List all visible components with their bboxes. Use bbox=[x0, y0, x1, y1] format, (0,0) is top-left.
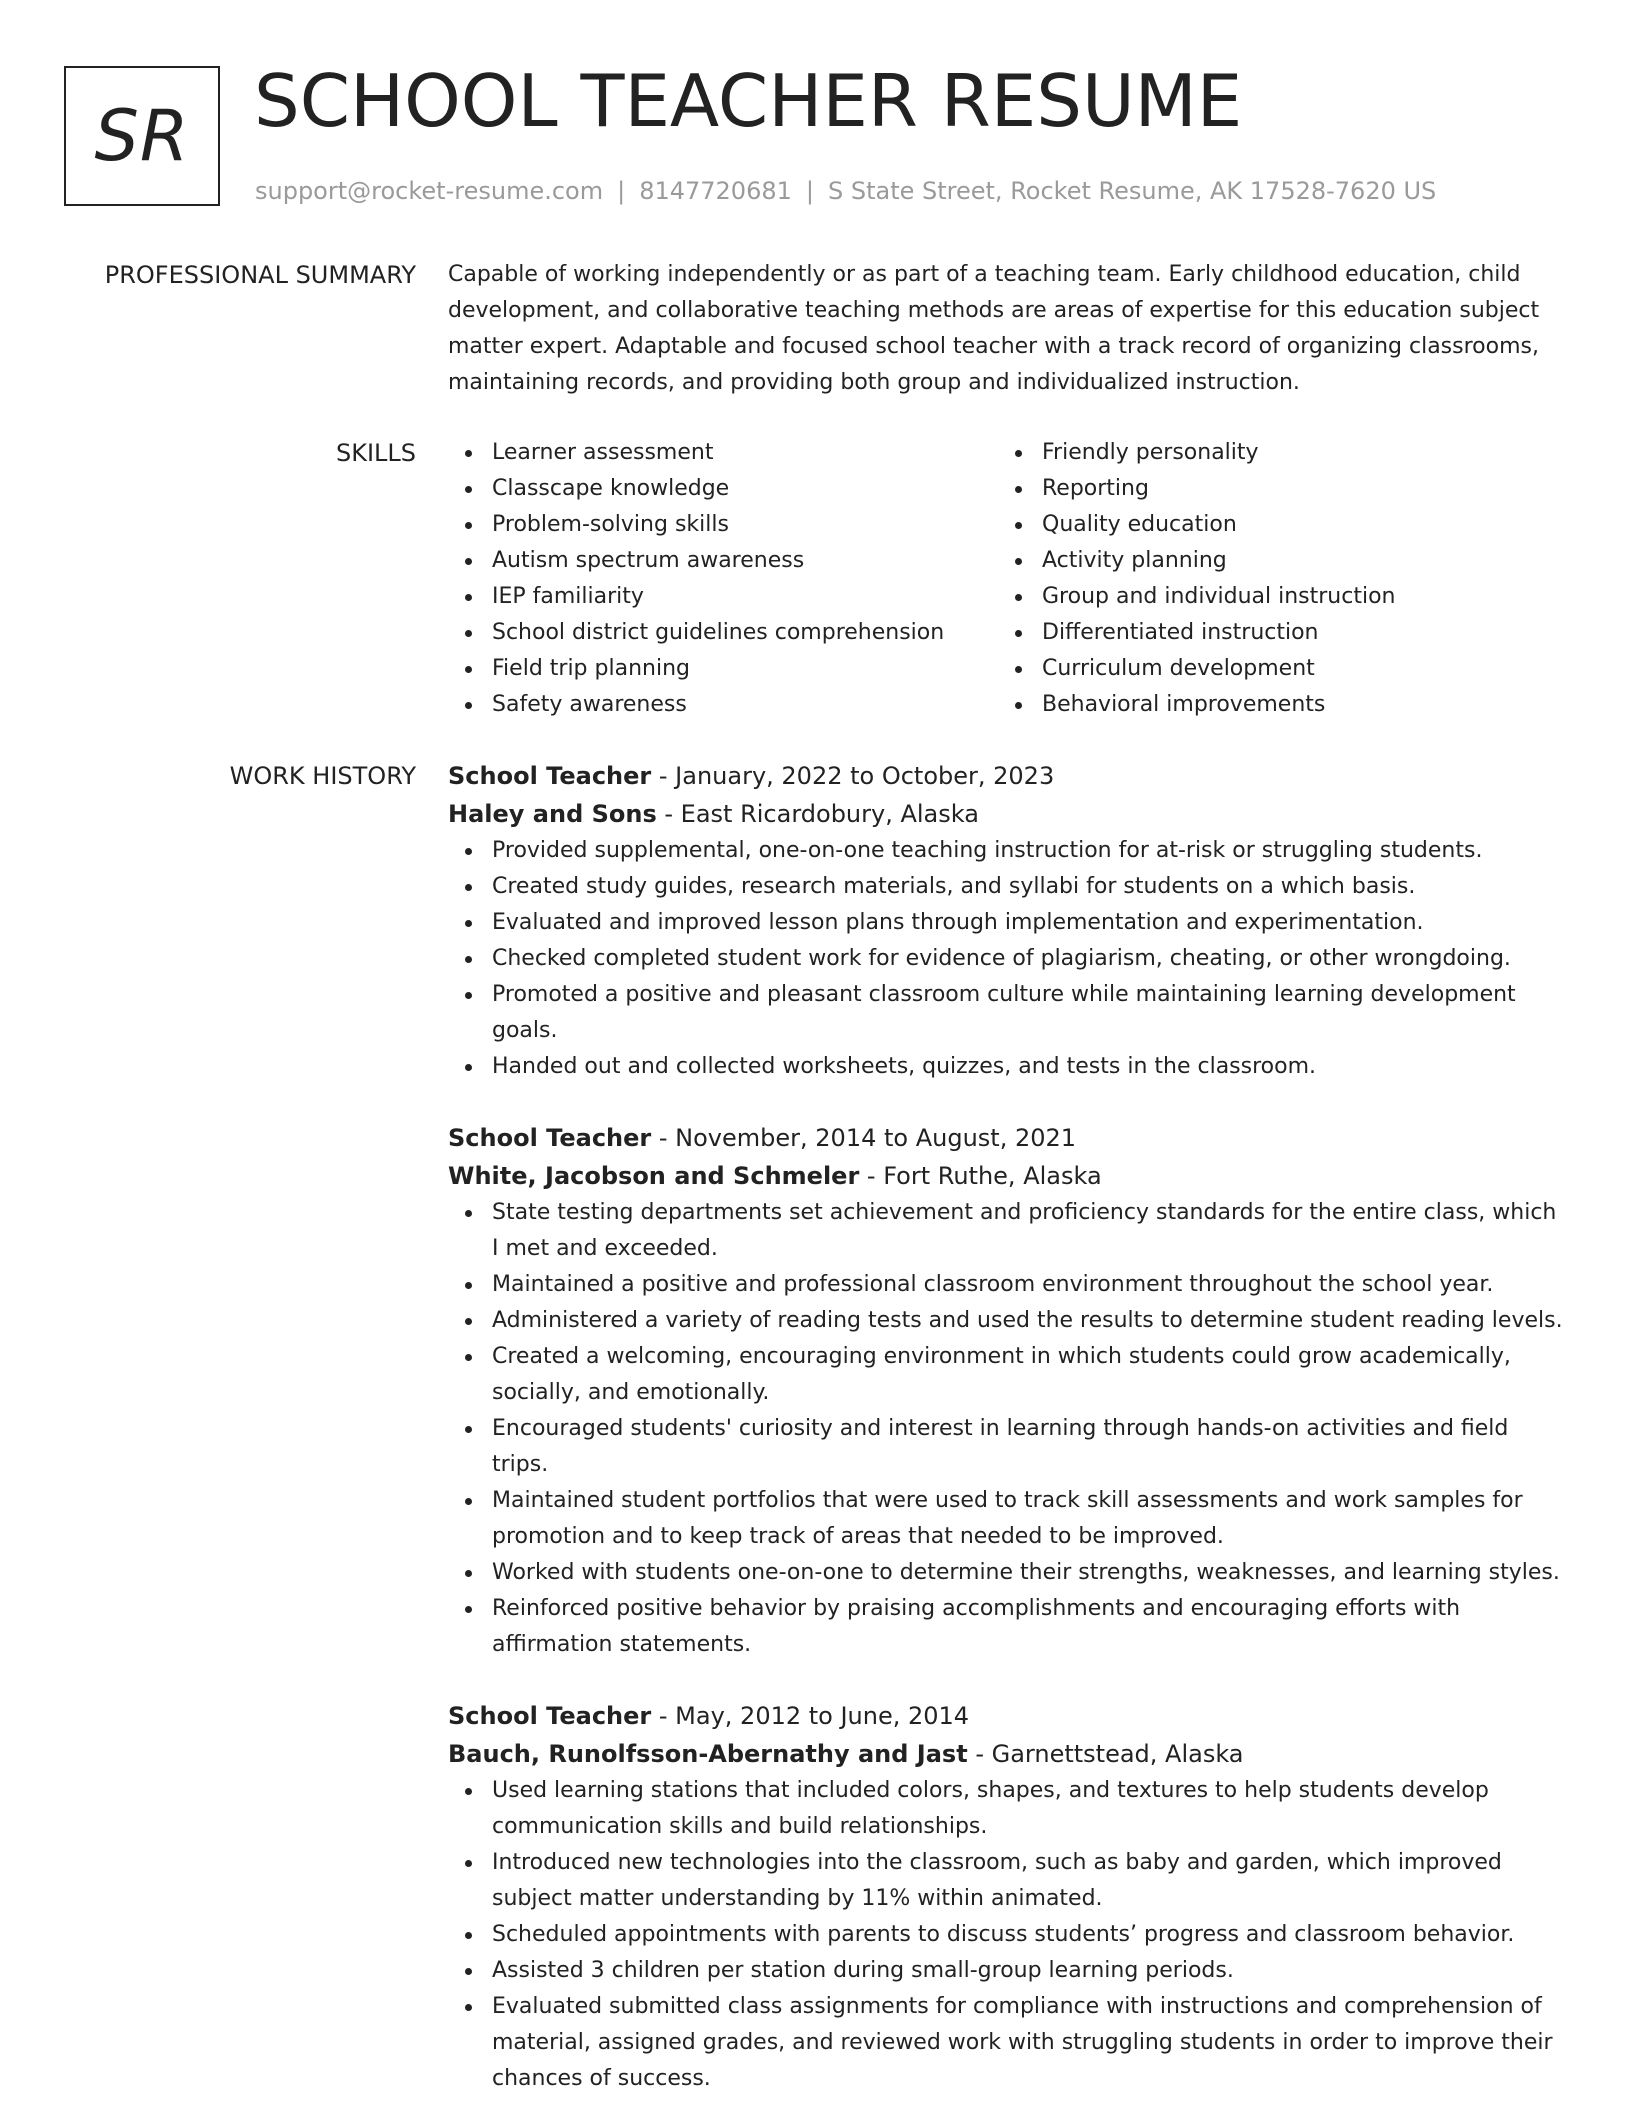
job-bullet: Reinforced positive behavior by praising accomplishments and encouraging efforts with affirmation statements. bbox=[448, 1591, 1566, 1663]
job-bullet: Administered a variety of reading tests and used the results to determine student reading levels. bbox=[448, 1303, 1566, 1339]
skill-item: Classcape knowledge bbox=[448, 471, 998, 507]
job-title-line bbox=[448, 1697, 1566, 1735]
section-label-work-history: WORK HISTORY bbox=[229, 762, 416, 790]
contact-line bbox=[255, 174, 1436, 208]
job-bullet: Evaluated and improved lesson plans through implementation and experimentation. bbox=[448, 905, 1566, 941]
skill-item: Learner assessment bbox=[448, 435, 998, 471]
skill-item: Curriculum development bbox=[998, 651, 1548, 687]
summary-content bbox=[448, 257, 1566, 401]
skill-item: Quality education bbox=[998, 507, 1548, 543]
job-entry bbox=[448, 1697, 1566, 2097]
job-title: School Teacher bbox=[448, 1124, 652, 1152]
job-company-line bbox=[448, 1735, 1566, 1773]
summary-text: Capable of working independently or as part of a teaching team. Early childhood education, child development, and collaborative teaching methods are areas of expertise for this education subject matter expert. Adaptable and focused school teacher with a track record of organizing classrooms, maintaining records, and providing both group and individualized instruction. bbox=[448, 262, 1540, 395]
resume-title: SCHOOL TEACHER RESUME bbox=[254, 59, 1243, 143]
skill-item: Differentiated instruction bbox=[998, 615, 1548, 651]
job-company-line bbox=[448, 1157, 1566, 1195]
job-bullet: Introduced new technologies into the classroom, such as baby and garden, which improved subject matter understanding by 11% within animated. bbox=[448, 1845, 1566, 1917]
skill-item: Problem-solving skills bbox=[448, 507, 998, 543]
skills-list-right bbox=[998, 435, 1548, 723]
job-bullet: Created a welcoming, encouraging environment in which students could grow academically, socially, and emotionally. bbox=[448, 1339, 1566, 1411]
skill-item: Field trip planning bbox=[448, 651, 998, 687]
work-history-content bbox=[448, 757, 1566, 2097]
job-bullet-list bbox=[448, 1195, 1566, 1663]
section-label-summary: PROFESSIONAL SUMMARY bbox=[104, 261, 416, 289]
job-location: - Garnettstead, Alaska bbox=[967, 1740, 1244, 1768]
skills-columns bbox=[448, 435, 1566, 723]
contact-separator: | bbox=[805, 177, 814, 205]
monogram-box bbox=[64, 66, 220, 206]
skill-item: IEP familiarity bbox=[448, 579, 998, 615]
skills-list-left bbox=[448, 435, 998, 723]
skill-item: Behavioral improvements bbox=[998, 687, 1548, 723]
skill-item: School district guidelines comprehension bbox=[448, 615, 998, 651]
job-dates: - May, 2012 to June, 2014 bbox=[651, 1702, 970, 1730]
contact-separator: | bbox=[617, 177, 626, 205]
skill-item: Autism spectrum awareness bbox=[448, 543, 998, 579]
skill-item: Friendly personality bbox=[998, 435, 1548, 471]
job-bullet: Provided supplemental, one-on-one teaching instruction for at-risk or struggling students. bbox=[448, 833, 1566, 869]
contact-email: support@rocket-resume.com bbox=[255, 177, 604, 205]
job-bullet: Used learning stations that included colors, shapes, and textures to help students develop communication skills and build relationships. bbox=[448, 1773, 1566, 1845]
skill-item: Group and individual instruction bbox=[998, 579, 1548, 615]
contact-address: S State Street, Rocket Resume, AK 17528-7620 US bbox=[827, 177, 1437, 205]
job-bullet: State testing departments set achievement and proficiency standards for the entire class, which I met and exceeded. bbox=[448, 1195, 1566, 1267]
job-title-line bbox=[448, 1119, 1566, 1157]
job-bullet-list bbox=[448, 833, 1566, 1085]
section-label-skills: SKILLS bbox=[335, 439, 416, 467]
job-bullet: Maintained student portfolios that were used to track skill assessments and work samples for promotion and to keep track of areas that needed to be improved. bbox=[448, 1483, 1566, 1555]
skill-item: Safety awareness bbox=[448, 687, 998, 723]
job-entry bbox=[448, 757, 1566, 1085]
job-bullet: Assisted 3 children per station during small-group learning periods. bbox=[448, 1953, 1566, 1989]
job-bullet: Maintained a positive and professional classroom environment throughout the school year. bbox=[448, 1267, 1566, 1303]
job-bullet: Encouraged students' curiosity and interest in learning through hands-on activities and field trips. bbox=[448, 1411, 1566, 1483]
monogram-initials: SR bbox=[94, 95, 190, 177]
job-dates: - January, 2022 to October, 2023 bbox=[651, 762, 1055, 790]
job-title: School Teacher bbox=[448, 762, 652, 790]
job-title: School Teacher bbox=[448, 1702, 652, 1730]
job-location: - East Ricardobury, Alaska bbox=[656, 800, 979, 828]
job-company: Haley and Sons bbox=[448, 800, 657, 828]
job-bullet: Checked completed student work for evidence of plagiarism, cheating, or other wrongdoing. bbox=[448, 941, 1566, 977]
job-dates: - November, 2014 to August, 2021 bbox=[651, 1124, 1077, 1152]
skill-item: Reporting bbox=[998, 471, 1548, 507]
job-company-line bbox=[448, 795, 1566, 833]
skills-content bbox=[448, 435, 1566, 723]
job-bullet: Worked with students one-on-one to determine their strengths, weaknesses, and learning styles. bbox=[448, 1555, 1566, 1591]
contact-phone: 8147720681 bbox=[639, 177, 792, 205]
job-entry bbox=[448, 1119, 1566, 1663]
job-bullet: Handed out and collected worksheets, quizzes, and tests in the classroom. bbox=[448, 1049, 1566, 1085]
job-bullet: Promoted a positive and pleasant classroom culture while maintaining learning development goals. bbox=[448, 977, 1566, 1049]
job-company: Bauch, Runolfsson-Abernathy and Jast bbox=[448, 1740, 968, 1768]
job-bullet: Scheduled appointments with parents to discuss students’ progress and classroom behavior. bbox=[448, 1917, 1566, 1953]
job-location: - Fort Ruthe, Alaska bbox=[859, 1162, 1102, 1190]
job-bullet: Evaluated submitted class assignments for compliance with instructions and comprehension of material, assigned grades, and reviewed work with struggling students in order to improve their chances of success. bbox=[448, 1989, 1566, 2097]
skill-item: Activity planning bbox=[998, 543, 1548, 579]
job-bullet: Created study guides, research materials, and syllabi for students on a which basis. bbox=[448, 869, 1566, 905]
job-title-line bbox=[448, 757, 1566, 795]
job-company: White, Jacobson and Schmeler bbox=[448, 1162, 860, 1190]
job-bullet-list bbox=[448, 1773, 1566, 2097]
